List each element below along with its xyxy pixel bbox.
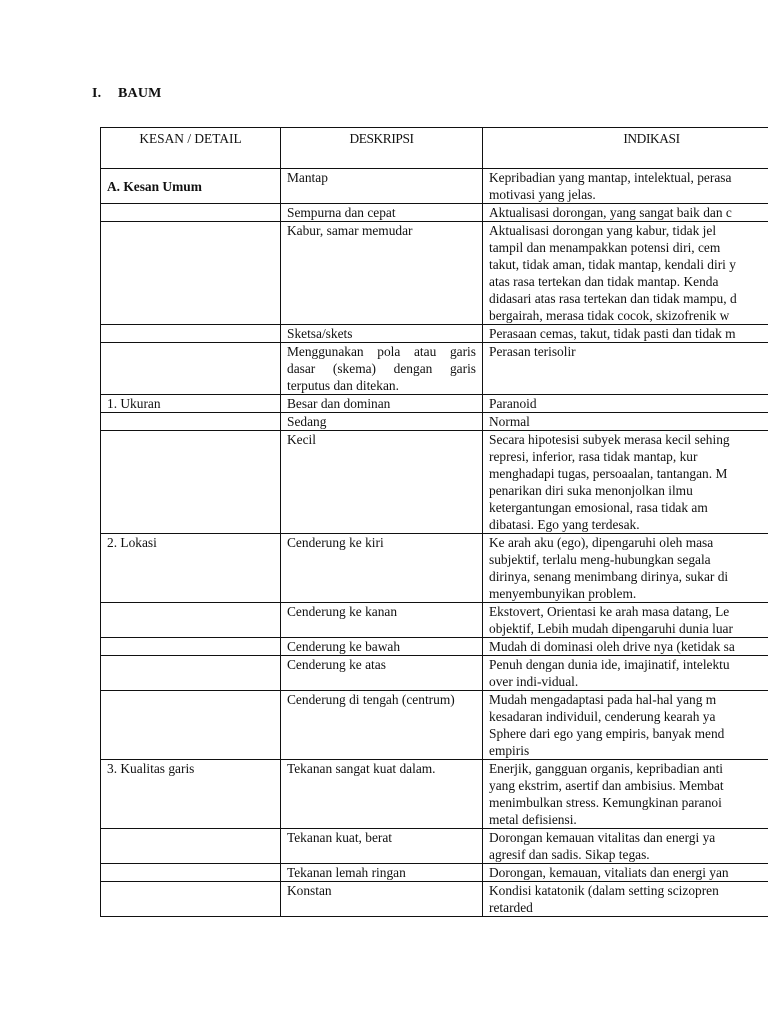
deskripsi-text: Kabur, samar memudar bbox=[287, 223, 413, 238]
header-kesan-detail: KESAN / DETAIL bbox=[101, 128, 281, 169]
indikasi-line: subjektif, terlalu meng-hubungkan segala bbox=[489, 552, 711, 567]
indikasi-cell bbox=[483, 169, 768, 204]
table-row bbox=[101, 534, 768, 603]
indikasi-line: Penuh dengan dunia ide, imajinatif, intelektu bbox=[489, 657, 730, 672]
table-row bbox=[101, 413, 768, 431]
table-row bbox=[101, 222, 768, 325]
table-row bbox=[101, 325, 768, 343]
table-row bbox=[101, 169, 768, 204]
detail-cell bbox=[101, 603, 281, 638]
indikasi-cell bbox=[483, 413, 768, 431]
deskripsi-text: Tekanan kuat, berat bbox=[287, 830, 393, 845]
indikasi-cell bbox=[483, 204, 768, 222]
deskripsi-text: Tekanan sangat kuat dalam. bbox=[287, 761, 436, 776]
table-row bbox=[101, 656, 768, 691]
indikasi-cell bbox=[483, 534, 768, 603]
table-row bbox=[101, 204, 768, 222]
deskripsi-text: Sketsa/skets bbox=[287, 326, 353, 341]
detail-cell bbox=[101, 222, 281, 325]
detail-cell bbox=[101, 760, 281, 829]
detail-text: 2. Lokasi bbox=[107, 535, 157, 550]
table-body bbox=[101, 169, 768, 917]
indikasi-line: Enerjik, gangguan organis, kepribadian anti bbox=[489, 761, 724, 776]
deskripsi-text: Kecil bbox=[287, 432, 316, 447]
deskripsi-cell bbox=[281, 204, 483, 222]
table-row bbox=[101, 431, 768, 534]
detail-cell bbox=[101, 864, 281, 882]
detail-cell bbox=[101, 534, 281, 603]
indikasi-line: Sphere dari ego yang empiris, banyak mend bbox=[489, 726, 725, 741]
deskripsi-text: Cenderung di tengah (centrum) bbox=[287, 692, 455, 707]
header-deskripsi: DESKRIPSI bbox=[281, 128, 483, 169]
deskripsi-text: Mantap bbox=[287, 170, 328, 185]
indikasi-line: kesadaran individuil, cenderung kearah ya bbox=[489, 709, 716, 724]
table-row bbox=[101, 864, 768, 882]
indikasi-line: retarded bbox=[489, 900, 533, 915]
deskripsi-cell bbox=[281, 882, 483, 917]
detail-cell bbox=[101, 204, 281, 222]
deskripsi-cell bbox=[281, 656, 483, 691]
indikasi-cell bbox=[483, 222, 768, 325]
deskripsi-cell bbox=[281, 534, 483, 603]
detail-text: 1. Ukuran bbox=[107, 396, 161, 411]
indikasi-line: tampil dan menampakkan potensi diri, cem bbox=[489, 240, 721, 255]
deskripsi-text: Besar dan dominan bbox=[287, 396, 391, 411]
indikasi-line: Mudah di dominasi oleh drive nya (ketidak sa bbox=[489, 639, 735, 654]
detail-cell bbox=[101, 882, 281, 917]
detail-cell bbox=[101, 325, 281, 343]
indikasi-line: Aktualisasi dorongan yang kabur, tidak jel bbox=[489, 223, 717, 238]
indikasi-cell bbox=[483, 395, 768, 413]
deskripsi-cell bbox=[281, 603, 483, 638]
deskripsi-cell bbox=[281, 760, 483, 829]
table-row bbox=[101, 343, 768, 395]
deskripsi-cell bbox=[281, 864, 483, 882]
deskripsi-text: Cenderung ke atas bbox=[287, 657, 386, 672]
deskripsi-cell bbox=[281, 169, 483, 204]
section-heading bbox=[92, 86, 162, 102]
indikasi-line: menimbulkan stress. Kemungkinan paranoi bbox=[489, 795, 722, 810]
detail-cell bbox=[101, 691, 281, 760]
indikasi-line: Kepribadian yang mantap, intelektual, perasa bbox=[489, 170, 732, 185]
deskripsi-cell bbox=[281, 395, 483, 413]
indikasi-line: Secara hipotesisi subyek merasa kecil sehing bbox=[489, 432, 730, 447]
section-number: I. bbox=[92, 86, 102, 101]
deskripsi-text: Sedang bbox=[287, 414, 327, 429]
indikasi-cell bbox=[483, 325, 768, 343]
detail-cell bbox=[101, 431, 281, 534]
detail-text: 3. Kualitas garis bbox=[107, 761, 195, 776]
indikasi-line: menyembunyikan problem. bbox=[489, 586, 637, 601]
indikasi-line: Perasaan cemas, takut, tidak pasti dan tidak m bbox=[489, 326, 736, 341]
deskripsi-cell bbox=[281, 343, 483, 395]
table-row bbox=[101, 603, 768, 638]
indikasi-cell bbox=[483, 603, 768, 638]
indikasi-line: Paranoid bbox=[489, 396, 537, 411]
indikasi-line: yang ekstrim, asertif dan ambisius. Membat bbox=[489, 778, 724, 793]
indikasi-line: represi, inferior, rasa tidak mantap, kur bbox=[489, 449, 698, 464]
indikasi-line: Kondisi katatonik (dalam setting scizopren bbox=[489, 883, 719, 898]
indikasi-line: objektif, Lebih mudah dipengaruhi dunia luar bbox=[489, 621, 733, 636]
indikasi-line: agresif dan sadis. Sikap tegas. bbox=[489, 847, 650, 862]
table-row bbox=[101, 691, 768, 760]
deskripsi-cell bbox=[281, 638, 483, 656]
indikasi-cell bbox=[483, 638, 768, 656]
indikasi-cell bbox=[483, 656, 768, 691]
indikasi-line: Mudah mengadaptasi pada hal-hal yang m bbox=[489, 692, 717, 707]
detail-cell bbox=[101, 413, 281, 431]
indikasi-line: metal defisiensi. bbox=[489, 812, 577, 827]
indikasi-line: empiris bbox=[489, 743, 530, 758]
indikasi-line: penarikan diri suka menonjolkan ilmu bbox=[489, 483, 693, 498]
indikasi-cell bbox=[483, 691, 768, 760]
deskripsi-text: Konstan bbox=[287, 883, 332, 898]
table-row bbox=[101, 638, 768, 656]
section-title: BAUM bbox=[118, 86, 162, 101]
indikasi-line: Dorongan, kemauan, vitaliats dan energi yan bbox=[489, 865, 729, 880]
indikasi-line: Perasan terisolir bbox=[489, 344, 576, 359]
indikasi-line: takut, tidak aman, tidak mantap, kendali diri y bbox=[489, 257, 736, 272]
table-row bbox=[101, 882, 768, 917]
detail-cell bbox=[101, 829, 281, 864]
indikasi-line: ketergantungan emosional, rasa tidak am bbox=[489, 500, 708, 515]
deskripsi-text: Sempurna dan cepat bbox=[287, 205, 396, 220]
indikasi-cell bbox=[483, 829, 768, 864]
deskripsi-cell bbox=[281, 325, 483, 343]
indikasi-line: dirinya, senang menimbang dirinya, sukar di bbox=[489, 569, 729, 584]
indikasi-line: Dorongan kemauan vitalitas dan energi ya bbox=[489, 830, 716, 845]
indikasi-line: dibatasi. Ego yang terdesak. bbox=[489, 517, 640, 532]
indikasi-line: Normal bbox=[489, 414, 530, 429]
indikasi-cell bbox=[483, 343, 768, 395]
detail-cell bbox=[101, 656, 281, 691]
detail-cell bbox=[101, 638, 281, 656]
indikasi-line: Ekstovert, Orientasi ke arah masa datang, Le bbox=[489, 604, 730, 619]
table-row bbox=[101, 760, 768, 829]
indikasi-cell bbox=[483, 882, 768, 917]
detail-text: A. Kesan Umum bbox=[107, 179, 202, 194]
indikasi-cell bbox=[483, 760, 768, 829]
indikasi-line: atas rasa tertekan dan tidak mantap. Kenda bbox=[489, 274, 719, 289]
indikasi-line: didasari atas rasa tertekan dan tidak mampu, d bbox=[489, 291, 737, 306]
indikasi-cell bbox=[483, 431, 768, 534]
indikasi-line: Ke arah aku (ego), dipengaruhi oleh masa bbox=[489, 535, 714, 550]
indikasi-line: menghadapi tugas, persoaalan, tantangan. M bbox=[489, 466, 728, 481]
detail-cell bbox=[101, 169, 281, 204]
indikasi-line: motivasi yang jelas. bbox=[489, 187, 596, 202]
header-indikasi: INDIKASI bbox=[483, 128, 768, 169]
indikasi-line: Aktualisasi dorongan, yang sangat baik dan c bbox=[489, 205, 732, 220]
deskripsi-text: Cenderung ke kiri bbox=[287, 535, 384, 550]
detail-cell bbox=[101, 395, 281, 413]
indikasi-line: bergairah, merasa tidak cocok, skizofrenik w bbox=[489, 308, 730, 323]
deskripsi-text: Cenderung ke bawah bbox=[287, 639, 401, 654]
deskripsi-cell bbox=[281, 691, 483, 760]
baum-table bbox=[100, 127, 768, 917]
indikasi-line: over indi-vidual. bbox=[489, 674, 579, 689]
deskripsi-text: Tekanan lemah ringan bbox=[287, 865, 406, 880]
table-row bbox=[101, 395, 768, 413]
deskripsi-text: Menggunakan pola atau garis dasar (skema) dengan garis terputus dan ditekan. bbox=[287, 344, 476, 393]
deskripsi-cell bbox=[281, 413, 483, 431]
table-row bbox=[101, 829, 768, 864]
detail-cell bbox=[101, 343, 281, 395]
deskripsi-cell bbox=[281, 222, 483, 325]
indikasi-cell bbox=[483, 864, 768, 882]
deskripsi-cell bbox=[281, 829, 483, 864]
deskripsi-text: Cenderung ke kanan bbox=[287, 604, 398, 619]
table-header-row bbox=[101, 128, 768, 169]
deskripsi-cell bbox=[281, 431, 483, 534]
